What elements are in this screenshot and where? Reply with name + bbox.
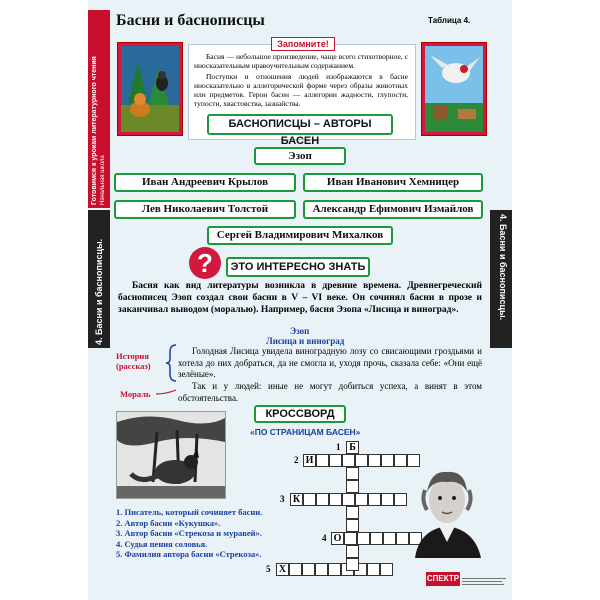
crossword-clue: 2. Автор басни «Кукушка».	[116, 517, 221, 528]
crossword-cell[interactable]	[346, 480, 359, 493]
question-icon: ?	[189, 247, 221, 279]
fable-title: Лисица и виноград	[266, 336, 345, 346]
moral-arrow	[156, 387, 178, 405]
author-mikhalkov: Сергей Владимирович Михалков	[207, 226, 393, 245]
crossword-cell[interactable]	[328, 563, 341, 576]
crossword-cell[interactable]	[355, 454, 368, 467]
crossword-cell[interactable]	[394, 454, 407, 467]
crossword-cell[interactable]	[394, 493, 407, 506]
crossword-clue: 4. Судья пения соловья.	[116, 538, 208, 549]
crossword-cell[interactable]	[355, 493, 368, 506]
crossword-cell[interactable]	[383, 532, 396, 545]
crossword-subtitle: «ПО СТРАНИЦАМ БАСЕН»	[250, 427, 361, 437]
crossword-cell[interactable]	[316, 454, 329, 467]
crossword-heading: КРОССВОРД	[254, 405, 346, 423]
author-aesop: Эзоп	[254, 147, 346, 165]
crossword-clue: 3. Автор басни «Стрекоза и муравей».	[116, 528, 262, 538]
right-side-label-text: 4. Басни и баснописцы.	[498, 214, 508, 321]
author-khemnitser: Иван Иванович Хемницер	[303, 173, 483, 192]
story-brace	[166, 344, 178, 387]
crossword-cell[interactable]	[315, 563, 328, 576]
author-tolstoy: Лев Николаевич Толстой	[114, 200, 296, 219]
crossword-cell[interactable]	[346, 506, 359, 519]
crossword-cell[interactable]: И	[303, 454, 316, 467]
crossword-number: 5	[266, 564, 271, 574]
crossword-clues	[116, 507, 296, 560]
crossword-cell[interactable]	[370, 532, 383, 545]
crossword-cell[interactable]	[316, 493, 329, 506]
fable-moral: Так и у людей: иные не могут добиться успеха, а винят в этом обстоятельства.	[178, 381, 482, 403]
crossword-cell[interactable]	[342, 493, 355, 506]
fable-story: Голодная Лисица увидела виноградную лозу со свисающими гроздьями и хотела до них добраться, да не смогла и, уходя прочь, сказала себе: «Они ещё зелёные».	[178, 346, 482, 379]
crossword-number: 4	[322, 533, 327, 543]
crossword-cell[interactable]: О	[331, 532, 344, 545]
crossword-cell[interactable]: Б	[346, 441, 359, 454]
crossword-cell[interactable]	[380, 563, 393, 576]
crossword-number: 1	[336, 442, 341, 452]
crossword-cell[interactable]	[367, 563, 380, 576]
krylov-portrait	[409, 460, 485, 558]
crossword-cell[interactable]	[357, 532, 370, 545]
remember-explanation: Поступки и отношения людей изображаются в басне иносказательно в аллегорической форме через образы животных или предметов. Герои басен — аллегории жадности, глупости, тупости, хвастовства, зазнайства.	[194, 72, 408, 108]
fable-illustration-right	[421, 42, 487, 136]
interesting-text: Басня как вид литературы возникла в древние времена. Древнегреческий баснописец Эзоп создал свои басни в V – VI веке. Он сочинял басни в прозе и заканчивал выводом (моралью). Например, басня Эзопа «Лисица и виноград».	[118, 281, 482, 315]
crossword-cell[interactable]	[381, 493, 394, 506]
interesting-heading: ЭТО ИНТЕРЕСНО ЗНАТЬ	[226, 257, 370, 277]
fable-illustration-left	[117, 42, 183, 136]
publisher-logo: СПЕКТР	[426, 572, 460, 586]
crossword-cell[interactable]	[346, 467, 359, 480]
crossword-cell[interactable]	[368, 454, 381, 467]
crossword-cell[interactable]	[289, 563, 302, 576]
crossword-cell[interactable]	[303, 493, 316, 506]
crossword-cell[interactable]	[346, 558, 359, 571]
crossword-cell[interactable]	[342, 454, 355, 467]
crossword-cell[interactable]	[346, 519, 359, 532]
crossword-cell[interactable]	[329, 493, 342, 506]
crossword-cell[interactable]	[329, 454, 342, 467]
crossword-number: 3	[280, 494, 285, 504]
fabulists-heading: БАСНОПИСЦЫ – АВТОРЫ БАСЕН	[207, 114, 393, 135]
author-izmailov: Александр Ефимович Измайлов	[303, 200, 483, 219]
fable-author: Эзоп	[290, 326, 310, 336]
label-moral: Мораль	[120, 389, 151, 399]
crossword-cell[interactable]: К	[290, 493, 303, 506]
remember-definition: Басня — небольшое произведение, чаще всего стихотворное, с иносказательным нравоучительным содержанием.	[194, 52, 408, 70]
crossword-cell[interactable]	[396, 532, 409, 545]
publisher-info	[462, 574, 506, 584]
crossword-number: 2	[294, 455, 299, 465]
author-krylov: Иван Андреевич Крылов	[114, 173, 296, 192]
table-label: Таблица 4.	[428, 16, 471, 25]
fox-grape-engraving	[116, 411, 226, 499]
left-side-label-text: 4. Басни и баснописцы.	[94, 238, 104, 345]
crossword-clue: 1. Писатель, который сочиняет басни.	[116, 507, 263, 517]
crossword-clue: 5. Фамилия автора басни «Стрекоза».	[116, 549, 262, 559]
crossword-cell[interactable]	[346, 545, 359, 558]
crossword-cell[interactable]	[368, 493, 381, 506]
label-story: История (рассказ)	[116, 351, 151, 371]
crossword-cell[interactable]	[302, 563, 315, 576]
page-title: Басни и баснописцы	[116, 12, 265, 29]
crossword-cell[interactable]	[381, 454, 394, 467]
crossword-cell[interactable]	[344, 532, 357, 545]
left-strip-text: Готовимся к урокам литературного чтения Начальная школа	[91, 56, 106, 205]
remember-heading: Запомните!	[271, 37, 335, 51]
crossword-cell[interactable]: Х	[276, 563, 289, 576]
